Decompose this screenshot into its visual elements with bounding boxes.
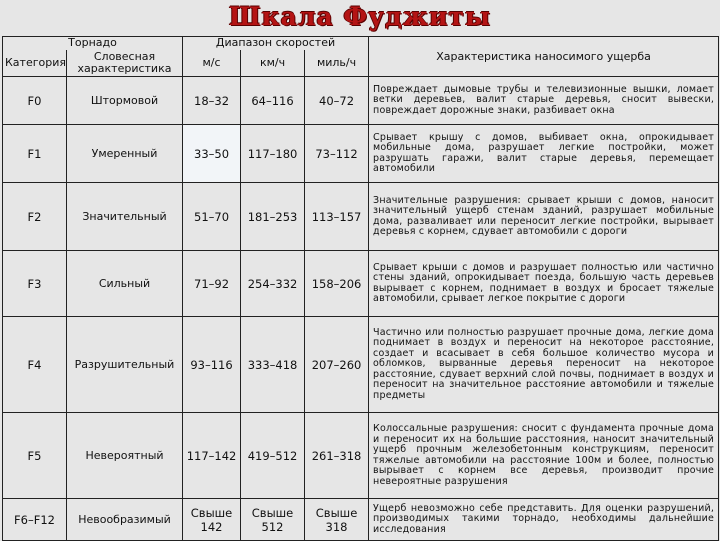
table-row xyxy=(3,251,719,317)
speed-ms-cell: 93–116 xyxy=(183,317,241,413)
category-cell: F4 xyxy=(3,317,67,413)
category-cell: F2 xyxy=(3,183,67,251)
speed-kmh-cell: Свыше 512 xyxy=(241,499,305,541)
header-verbal: Словесная характеристика xyxy=(67,50,183,77)
verbal-cell: Штормовой xyxy=(67,77,183,125)
speed-kmh-cell: 117–180 xyxy=(241,125,305,183)
damage-cell: Частично или полностью разрушает прочные дома, легкие дома поднимает в воздух и переносит на некоторое расстояние, создает и всасывает в себя большое количество мусора и обломков, вырванные деревья переносит на некоторое расстояние, сдувает верхний слой почвы, поднимает в воздух и переносит на значительное расстояние автомобили и тяжелые предметы xyxy=(369,317,719,413)
verbal-cell: Невообразимый xyxy=(67,499,183,541)
verbal-cell: Значительный xyxy=(67,183,183,251)
category-cell: F6–F12 xyxy=(3,499,67,541)
speed-kmh-cell: 64–116 xyxy=(241,77,305,125)
category-cell: F5 xyxy=(3,413,67,499)
speed-mph-cell: 40–72 xyxy=(305,77,369,125)
table-row xyxy=(3,499,719,541)
verbal-cell: Невероятный xyxy=(67,413,183,499)
header-damage: Характеристика наносимого ущерба xyxy=(369,37,719,77)
table-row xyxy=(3,77,719,125)
speed-mph-cell: 158–206 xyxy=(305,251,369,317)
page-title: Шкала Фуджиты xyxy=(228,2,492,31)
speed-mph-cell: Свыше 318 xyxy=(305,499,369,541)
category-cell: F3 xyxy=(3,251,67,317)
speed-ms-cell: 51–70 xyxy=(183,183,241,251)
speed-ms-cell: 117–142 xyxy=(183,413,241,499)
header-mph: миль/ч xyxy=(305,50,369,77)
speed-kmh-cell: 419–512 xyxy=(241,413,305,499)
fujita-scale-table xyxy=(2,36,719,541)
damage-cell: Значительные разрушения: срывает крыши с домов, наносит значительный ущерб стенам зданий, разрушает мобильные дома, разваливает или переносит легкие постройки, вырывает деревья с корнем, сдувает автомобили с дороги xyxy=(369,183,719,251)
table-row xyxy=(3,317,719,413)
speed-kmh-cell: 181–253 xyxy=(241,183,305,251)
speed-kmh-cell: 254–332 xyxy=(241,251,305,317)
speed-mph-cell: 73–112 xyxy=(305,125,369,183)
damage-cell: Повреждает дымовые трубы и телевизионные вышки, ломает ветки деревьев, валит старые деревья, сносит вывески, повреждает дорожные знаки, разбивает окна xyxy=(369,77,719,125)
header-kmh: км/ч xyxy=(241,50,305,77)
header-ms: м/с xyxy=(183,50,241,77)
speed-mph-cell: 261–318 xyxy=(305,413,369,499)
table-row xyxy=(3,413,719,499)
speed-kmh-cell: 333–418 xyxy=(241,317,305,413)
verbal-cell: Разрушительный xyxy=(67,317,183,413)
speed-mph-cell: 207–260 xyxy=(305,317,369,413)
category-cell: F0 xyxy=(3,77,67,125)
damage-cell: Ущерб невозможно себе представить. Для оценки разрушений, производимых такими торнадо, необходимы дальнейшие исследования xyxy=(369,499,719,541)
speed-ms-cell: 18–32 xyxy=(183,77,241,125)
verbal-cell: Умеренный xyxy=(67,125,183,183)
damage-cell: Колоссальные разрушения: сносит с фундамента прочные дома и переносит их на большие расстояния, наносит значительный ущерб прочным железобетонным конструкциям, переносит тяжелые автомобили на расстояние 100м и более, полностью вырывает с корнем все деревья, производит прочие невероятные разрушения xyxy=(369,413,719,499)
verbal-cell: Сильный xyxy=(67,251,183,317)
speed-ms-cell: Свыше 142 xyxy=(183,499,241,541)
table-row xyxy=(3,125,719,183)
header-category: Категория xyxy=(3,50,67,77)
category-cell: F1 xyxy=(3,125,67,183)
header-tornado-group: Торнадо xyxy=(3,37,183,50)
speed-ms-cell: 33–50 xyxy=(183,125,241,183)
table-row xyxy=(3,183,719,251)
header-speed-group: Диапазон скоростей xyxy=(183,37,369,50)
speed-mph-cell: 113–157 xyxy=(305,183,369,251)
damage-cell: Срывает крыши с домов и разрушает полностью или частично стены зданий, опрокидывает поезда, большую часть деревьев вырывает с корнем, поднимает в воздух и бросает тяжелые автомобили, срывает легкое покрытие с дороги xyxy=(369,251,719,317)
damage-cell: Срывает крышу с домов, выбивает окна, опрокидывает мобильные дома, разрушает легкие постройки, может разрушать гаражи, валит старые деревья, перемещает автомобили xyxy=(369,125,719,183)
speed-ms-cell: 71–92 xyxy=(183,251,241,317)
